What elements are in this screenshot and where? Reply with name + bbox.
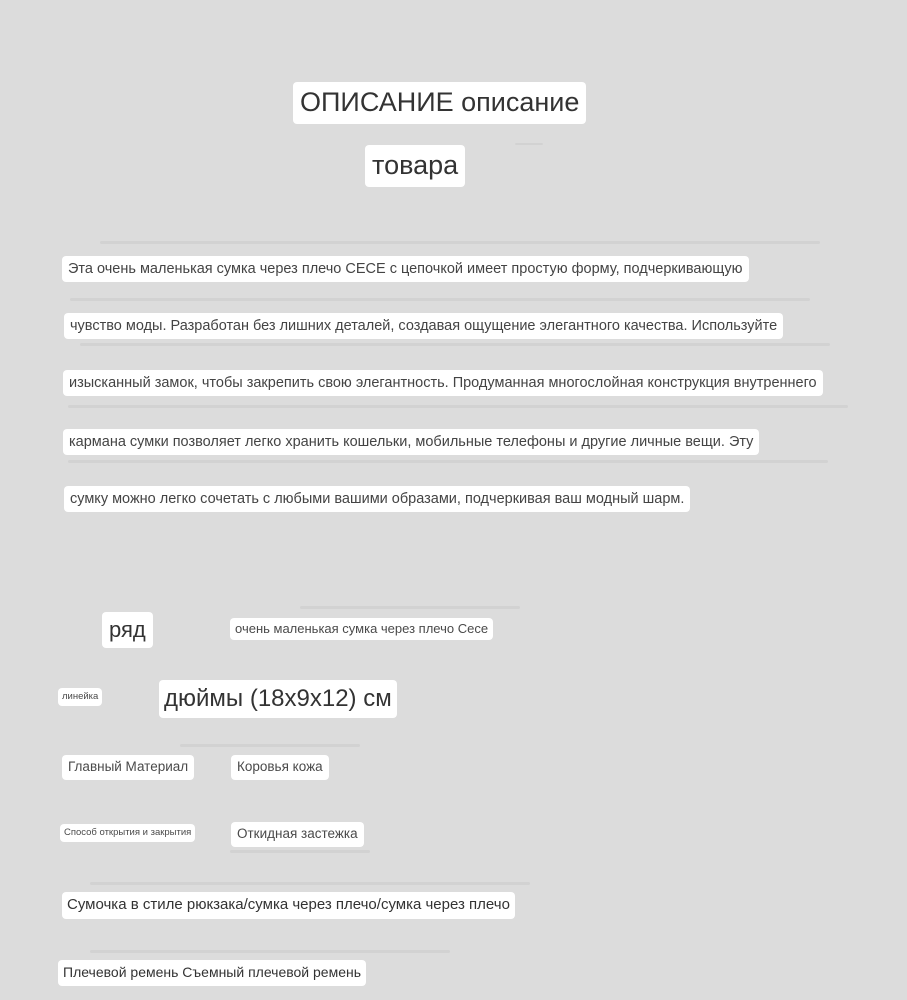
description-line-2: чувство моды. Разработан без лишних деталей, создавая ощущение элегантного качества. Используйте — [64, 313, 783, 339]
description-line-1: Эта очень маленькая сумка через плечо CECE с цепочкой имеет простую форму, подчеркивающую — [62, 256, 749, 282]
description-line-5: сумку можно легко сочетать с любыми вашими образами, подчеркивая ваш модный шарм. — [64, 486, 690, 512]
bag-style-text: Сумочка в стиле рюкзака/сумка через плечо/сумка через плечо — [62, 892, 515, 919]
background-ghost-stroke — [515, 143, 543, 145]
spec-material-label: Главный Материал — [62, 755, 194, 780]
description-line-4: кармана сумки позволяет легко хранить кошельки, мобильные телефоны и другие личные вещи. Эту — [63, 429, 759, 455]
background-ghost-stroke — [100, 241, 820, 244]
spec-material-value: Коровья кожа — [231, 755, 329, 780]
background-ghost-stroke — [90, 882, 530, 885]
description-line-3: изысканный замок, чтобы закрепить свою элегантность. Продуманная многослойная конструкция внутреннего — [63, 370, 823, 396]
spec-closure-label: Способ открытия и закрытия — [60, 824, 195, 842]
page-title-line-2: товара — [365, 145, 465, 187]
spec-closure-value: Откидная застежка — [231, 822, 364, 847]
strap-text: Плечевой ремень Съемный плечевой ремень — [58, 960, 366, 986]
background-ghost-stroke — [90, 950, 450, 953]
background-ghost-stroke — [68, 460, 828, 463]
spec-ruler-label: линейка — [58, 688, 102, 706]
background-ghost-stroke — [180, 744, 360, 747]
background-ghost-stroke — [300, 606, 520, 609]
spec-ruler-value: дюймы (18x9x12) см — [159, 680, 397, 718]
spec-row-value: очень маленькая сумка через плечо Cece — [230, 618, 493, 640]
background-ghost-stroke — [230, 850, 370, 853]
spec-row-label: ряд — [102, 612, 153, 648]
background-ghost-stroke — [70, 298, 810, 301]
page-title-line-1: ОПИСАНИЕ описание — [293, 82, 586, 124]
background-ghost-stroke — [68, 405, 848, 408]
background-ghost-stroke — [80, 343, 830, 346]
